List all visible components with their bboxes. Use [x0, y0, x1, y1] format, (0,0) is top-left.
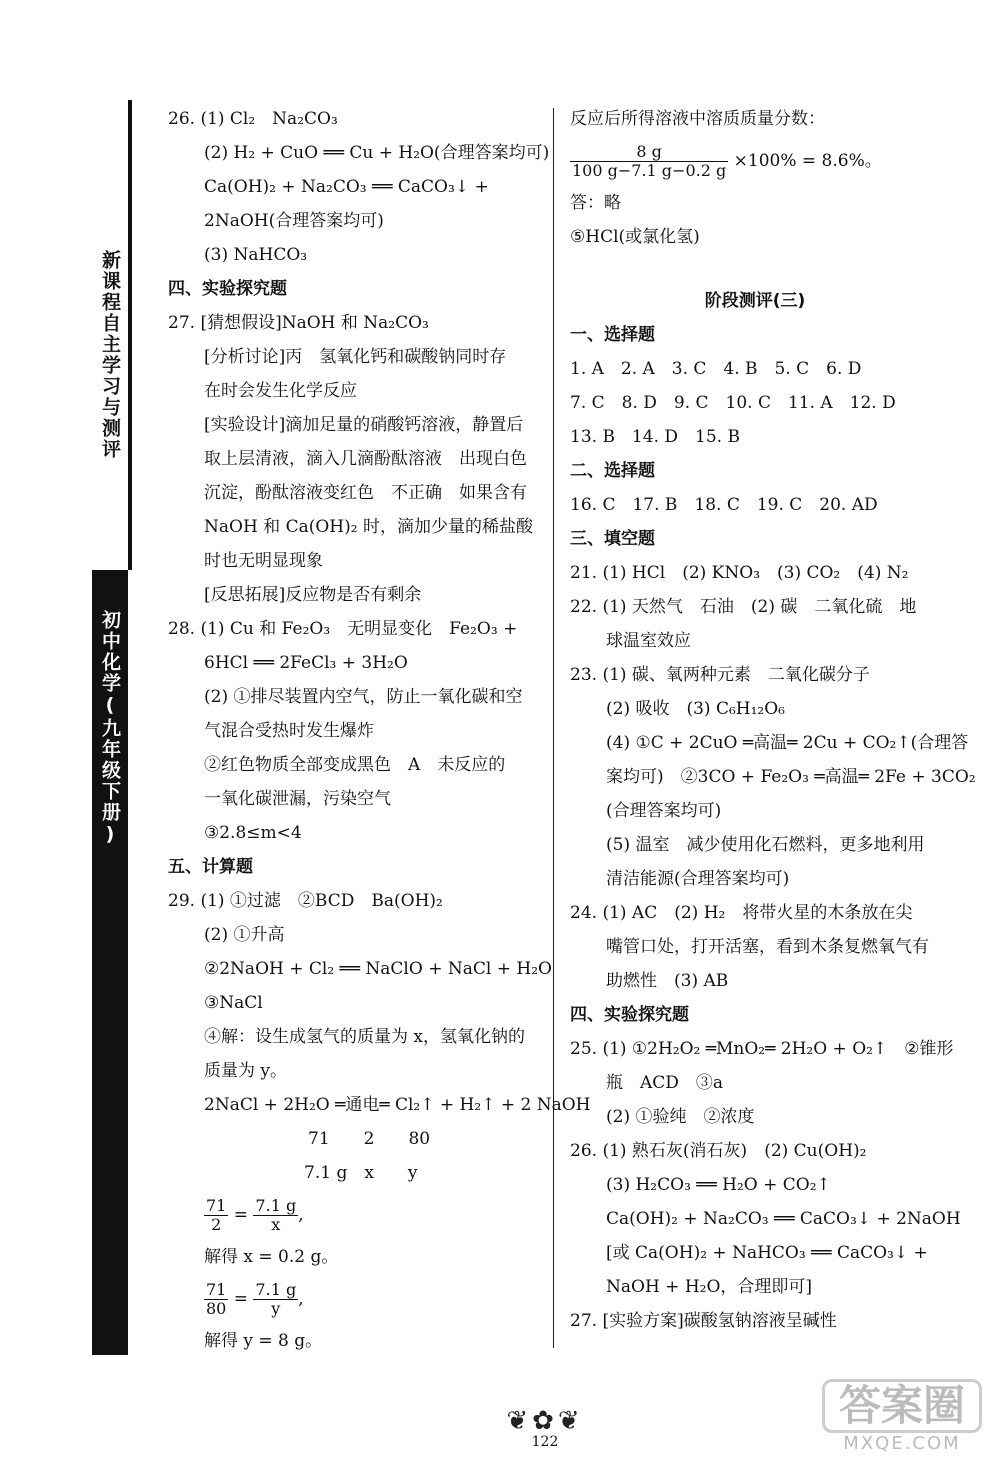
answer-line: (2) H₂ + CuO ══ Cu + H₂O(合理答案均可) — [204, 143, 550, 163]
chapter-title: 阶段测评(三) — [704, 291, 806, 311]
answer-line: 13. B 14. D 15. B — [570, 427, 740, 447]
series-title: 新课程自主学习与测评 — [99, 250, 121, 460]
answer-line: NaOH 和 Ca(OH)₂ 时，滴加少量的稀盐酸 — [204, 517, 533, 537]
answer-line: (合理答案均可) — [606, 801, 722, 821]
answer-line: [或 Ca(OH)₂ + NaHCO₃ ══ CaCO₃↓ + — [606, 1243, 928, 1263]
answer-line: 嘴管口处，打开活塞，看到木条复燃氧气有 — [606, 937, 929, 957]
answer-line: 27. [实验方案]碳酸氢钠溶液呈碱性 — [570, 1311, 837, 1331]
answer-line: 2NaOH(合理答案均可) — [204, 211, 384, 231]
answer-line: 26. (1) 熟石灰(消石灰) (2) Cu(OH)₂ — [570, 1141, 867, 1161]
equation-ratio: 71 2 80 — [308, 1129, 431, 1149]
answer-line: 29. (1) ①过滤 ②BCD Ba(OH)₂ — [168, 891, 443, 911]
spacer — [570, 254, 940, 284]
section-heading: 三、填空题 — [570, 529, 655, 549]
answer-line: 23. (1) 碳、氧两种元素 二氧化碳分子 — [570, 665, 870, 685]
answer-line: 反应后所得溶液中溶质质量分数： — [570, 109, 825, 129]
answer-line: 瓶 ACD ③a — [606, 1073, 724, 1093]
answer-line: [实验设计]滴加足量的硝酸钙溶液，静置后 — [204, 415, 524, 435]
answer-line: 球温室效应 — [606, 631, 691, 651]
answer-line: 清洁能源(合理答案均可) — [606, 869, 790, 889]
section-heading: 一、选择题 — [570, 325, 655, 345]
answer-line: 28. (1) Cu 和 Fe₂O₃ 无明显变化 Fe₂O₃ + — [168, 619, 518, 639]
answer-line: 助燃性 (3) AB — [606, 971, 729, 991]
answer-line: 解得 y = 8 g。 — [204, 1331, 323, 1351]
answer-line: 一氧化碳泄漏，污染空气 — [204, 789, 391, 809]
answer-line: 沉淀，酚酞溶液变红色 不正确 如果含有 — [204, 483, 527, 503]
fraction: $\frac{7.1 g}{y}$ — [255, 1280, 297, 1318]
answer-line: ⑤HCl(或氯化氢) — [570, 227, 700, 247]
equation-mass: 7.1 g x y — [304, 1163, 418, 1183]
subject-title: 初中化学(九年级下册) — [99, 610, 121, 847]
answer-line: (2) ①升高 — [204, 925, 285, 945]
answer-line: (2) 吸收 (3) C₆H₁₂O₆ — [606, 699, 785, 719]
answer-line: (3) H₂CO₃ ══ H₂O + CO₂↑ — [606, 1175, 831, 1195]
right-column — [570, 102, 976, 1338]
answer-line: (2) ①排尽装置内空气，防止一氧化碳和空 — [204, 687, 523, 707]
answer-line: (2) ①验纯 ②浓度 — [606, 1107, 755, 1127]
answer-line: (4) ①C + 2CuO ═高温═ 2Cu + CO₂↑(合理答 — [606, 733, 969, 753]
fraction: $\frac{7.1 g}{x}$ — [255, 1196, 297, 1234]
section-heading: 二、选择题 — [570, 461, 655, 481]
fraction: $\frac{8 g}{100 g-7.1 g-0.2 g}$ — [572, 142, 727, 180]
answer-line: ③2.8≤m<4 — [204, 823, 302, 843]
answer-line: 26. (1) Cl₂ Na₂CO₃ — [168, 109, 338, 129]
answer-line: 案均可) ②3CO + Fe₂O₃ ═高温═ 2Fe + 3CO₂ — [606, 767, 976, 787]
answer-line: 16. C 17. B 18. C 19. C 20. AD — [570, 495, 878, 515]
fraction: $\frac{71}{80}$ — [206, 1280, 227, 1318]
answer-line: 气混合受热时发生爆炸 — [204, 721, 374, 741]
watermark-logo: 答案圈 — [822, 1379, 982, 1433]
answer-line: 25. (1) ①2H₂O₂ ═MnO₂═ 2H₂O + O₂↑ ②锥形 — [570, 1039, 954, 1059]
left-column — [168, 102, 591, 1358]
answer-line: 质量为 y。 — [204, 1061, 288, 1081]
answer-line: 解得 x = 0.2 g。 — [204, 1247, 339, 1267]
ornament-icon: ❦✿❦ — [506, 1406, 584, 1436]
answer-line: 6HCl ══ 2FeCl₃ + 3H₂O — [204, 653, 408, 673]
equation-line: 2NaCl + 2H₂O ═通电═ Cl₂↑ + H₂↑ + 2 NaOH — [204, 1095, 591, 1115]
proportion-2: $\frac{71}{80}$ = $\frac{7.1 g}{y}$ , — [206, 1280, 304, 1318]
watermark-url: MXQE.COM — [843, 1433, 961, 1454]
page-footer — [470, 1408, 620, 1450]
watermark — [822, 1379, 982, 1459]
answer-line: 答：略 — [570, 193, 621, 213]
answer-line: 1. A 2. A 3. C 4. B 5. C 6. D — [570, 359, 862, 379]
answer-line: ②红色物质全部变成黑色 A 未反应的 — [204, 755, 506, 775]
answer-line: 7. C 8. D 9. C 10. C 11. A 12. D — [570, 393, 896, 413]
section-heading: 四、实验探究题 — [570, 1005, 689, 1025]
sidebar — [92, 100, 128, 1355]
section-heading: 五、计算题 — [168, 857, 253, 877]
mass-fraction: $\frac{8 g}{100 g-7.1 g-0.2 g}$ ×100% = 8.6%。 — [572, 142, 882, 180]
answer-line: 时也无明显现象 — [204, 551, 323, 571]
answer-line: NaOH + H₂O，合理即可] — [606, 1277, 813, 1297]
answer-line: [分析讨论]丙 氢氧化钙和碳酸钠同时存 — [204, 347, 507, 367]
answer-line: 27. [猜想假设]NaOH 和 Na₂CO₃ — [168, 313, 429, 333]
answer-line: (5) 温室 减少使用化石燃料，更多地利用 — [606, 835, 925, 855]
section-heading: 四、实验探究题 — [168, 279, 287, 299]
answer-line: (3) NaHCO₃ — [204, 245, 308, 265]
answer-line: ④解：设生成氢气的质量为 x，氢氧化钠的 — [204, 1027, 525, 1047]
answer-line: Ca(OH)₂ + Na₂CO₃ ══ CaCO₃↓ + — [204, 177, 489, 197]
answer-line: 22. (1) 天然气 石油 (2) 碳 二氧化硫 地 — [570, 597, 917, 617]
answer-line: [反思拓展]反应物是否有剩余 — [204, 585, 422, 605]
answer-line: ③NaCl — [204, 993, 263, 1013]
page-number: 122 — [531, 1434, 559, 1450]
answer-line: 21. (1) HCl (2) KNO₃ (3) CO₂ (4) N₂ — [570, 563, 909, 583]
proportion-1: $\frac{71}{2}$ = $\frac{7.1 g}{x}$ , — [206, 1196, 304, 1234]
answer-line: 在时会发生化学反应 — [204, 381, 357, 401]
answer-line: ②2NaOH + Cl₂ ══ NaClO + NaCl + H₂O — [204, 959, 552, 979]
answer-line: 取上层清液，滴入几滴酚酞溶液 出现白色 — [204, 449, 527, 469]
fraction: $\frac{71}{2}$ — [206, 1196, 227, 1234]
answer-line: Ca(OH)₂ + Na₂CO₃ ══ CaCO₃↓ + 2NaOH — [606, 1209, 961, 1229]
answer-line: 24. (1) AC (2) H₂ 将带火星的木条放在尖 — [570, 903, 913, 923]
column-divider — [553, 108, 554, 1348]
